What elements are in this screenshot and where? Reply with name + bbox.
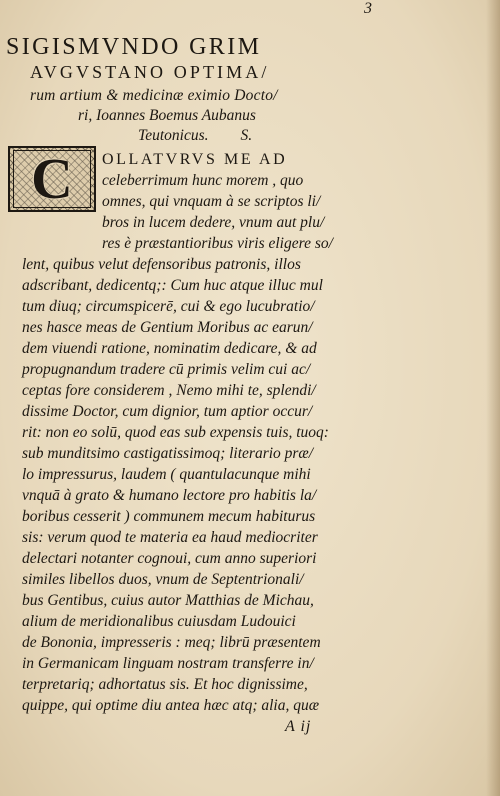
body-line: lent, quibus velut defensoribus patronis, illos <box>22 256 301 273</box>
initial-frame <box>13 146 91 211</box>
heading-line-4: ri, Ioannes Boemus Aubanus <box>78 107 256 124</box>
salutation: S. <box>240 127 253 144</box>
body-line: sis: verum quod te materia ea haud mediocriter <box>22 529 318 546</box>
body-line: rit: non eo solū, quod eas sub expensis tuis, tuoq: <box>22 424 329 441</box>
heading-line-1: SIGISMVNDO GRIM <box>6 34 262 60</box>
body-line: propugnandum tradere cū primis velim cui ac/ <box>22 361 311 378</box>
heading-line-5 <box>138 127 318 145</box>
body-line: terpretariq; adhortatus sis. Et hoc dignissime, <box>22 676 308 693</box>
body-line: nes hasce meas de Gentium Moribus ac earun/ <box>22 319 313 336</box>
body-line: res è præstantioribus viris eligere so/ <box>102 235 333 252</box>
body-line: alium de meridionalibus cuiusdam Ludouici <box>22 613 296 630</box>
body-line: ceptas fore considerem , Nemo mihi te, splendi/ <box>22 382 316 399</box>
signature-mark: A ij <box>285 718 312 735</box>
body-line: boribus cesserit ) communem mecum habiturus <box>22 508 316 525</box>
initial-letter: C <box>31 146 73 211</box>
body-line: omnes, qui vnquam à se scriptos li/ <box>102 193 321 210</box>
body-line: similes libellos duos, vnum de Septentrionali/ <box>22 571 304 588</box>
body-line: dem viuendi ratione, nominatim dedicare, & ad <box>22 340 317 357</box>
author-nationality: Teutonicus. <box>138 127 209 144</box>
body-line: sub munditsimo castigatissimoq; literario præ/ <box>22 445 314 462</box>
folio-number: 3 <box>364 0 372 17</box>
body-line: dissime Doctor, cum dignior, tum aptior occur/ <box>22 403 313 420</box>
body-line: vnquā à grato & humano lectore pro habitis la/ <box>22 487 317 504</box>
body-line: bros in lucem dedere, vnum aut plu/ <box>102 214 325 231</box>
body-line: celeberrimum hunc morem , quo <box>102 172 304 189</box>
body-line: bus Gentibus, cuius autor Matthias de Michau, <box>22 592 314 609</box>
body-line: OLLATVRVS ME AD <box>102 151 288 168</box>
body-line: tum diuq; circumspicerē, cui & ego lucubratio/ <box>22 298 315 315</box>
decorated-initial <box>8 146 96 212</box>
body-line: de Bononia, impresseris : meq; librū præsentem <box>22 634 321 651</box>
body-line: quippe, qui optime diu antea hæc atq; alia, quæ <box>22 697 320 714</box>
body-line: delectari notanter cognoui, cum anno superiori <box>22 550 317 567</box>
body-line: lo impressurus, laudem ( quantulacunque mihi <box>22 466 311 483</box>
heading-line-2: AVGVSTANO OPTIMA/ <box>30 62 270 82</box>
page-gutter-shadow <box>486 0 500 796</box>
body-line: adscribant, dedicentq;: Cum huc atque illuc mul <box>22 277 323 294</box>
heading-line-3: rum artium & medicinæ eximio Docto/ <box>30 87 278 104</box>
body-line: in Germanicam linguam nostram transferre in/ <box>22 655 314 672</box>
